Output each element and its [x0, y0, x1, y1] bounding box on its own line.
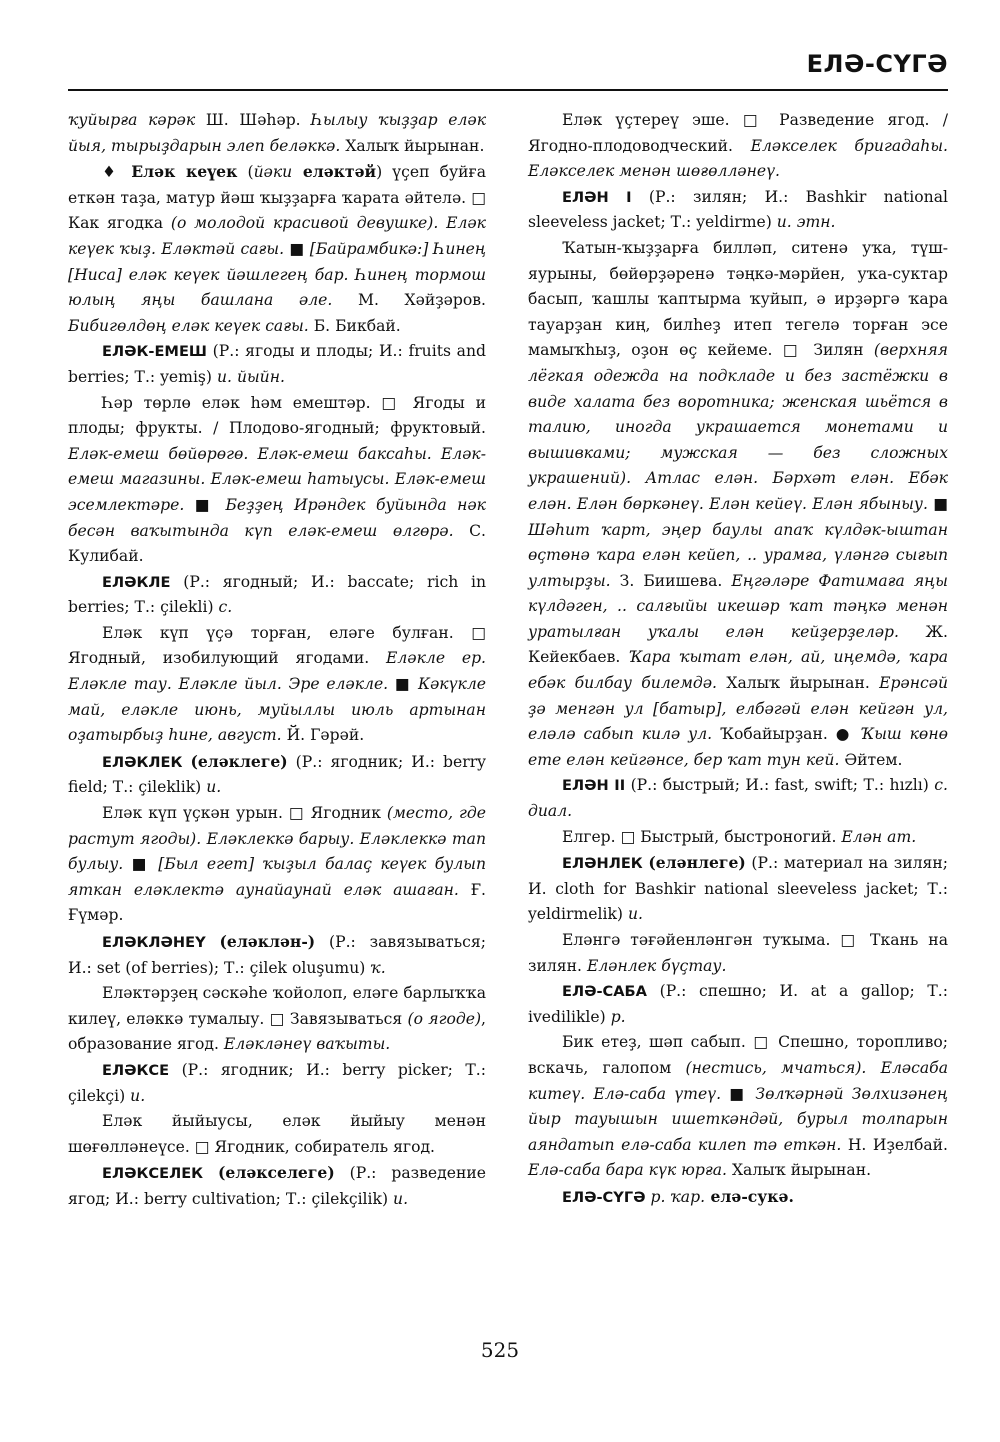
dictionary-entry-paragraph [528, 1030, 948, 1184]
definition-text: Һәр төрлө еләк һәм емештәр. □ Ягоды и плоды; фрукты. / Плодово-ягодный; фруктовый. [68, 393, 486, 438]
page-number: 525 [480, 1338, 520, 1362]
definition-text: Й. Гәрәй. [281, 726, 365, 745]
example-text: с. [218, 598, 233, 617]
definition-text: ■ [388, 675, 419, 694]
definition-text: Еләк үҫтереү эше. □ Разведение ягод. / Ягодно-плодоводческий. [528, 111, 948, 155]
dictionary-entry-paragraph [68, 929, 486, 981]
column-right [528, 108, 948, 1211]
dictionary-entry-paragraph [528, 928, 948, 979]
headword: ЕЛӘ-САБА [562, 983, 647, 1001]
definition-text: Әйтем. [839, 750, 903, 769]
example-text: Бибигөлдөң еләк кеүек сағы. [68, 316, 309, 335]
example-text: Беҙҙең Ирәндек буйында нәк бесән ваҡытында күп еләк-емеш өлгөрә. [68, 495, 486, 540]
example-text: Ҡара ҡытат елән, ай, иңемдә, ҡара ебәк билбау билемдә. [528, 648, 948, 693]
definition-text: ) үҫеп буйға еткән таҙа, матур йәш ҡыҙҙарға ҡарата әйтелә. □ Как ягодка [68, 163, 487, 233]
dictionary-entry-paragraph [528, 979, 948, 1030]
definition-text: ■ [284, 239, 310, 258]
definition-text: С. Кулибай. [68, 521, 486, 566]
definition-text: З. Биишева. [610, 571, 732, 590]
example-text: Елән ат. [841, 827, 917, 846]
definition-text [206, 933, 220, 951]
example-text: р. ҡар. [650, 1187, 706, 1206]
headword: ЕЛӘК-ЕМЕШ [102, 343, 207, 361]
definition-text: ■ [184, 495, 226, 514]
definition-text: (Р.: материал на зилян; И. cloth for Bashkir national sleeveless jacket; Т.: yeldirmelik) [528, 854, 948, 924]
example-text: (верхняя лёгкая одежда на подкладе и без застёжки в виде халата без воротника; женская шьётся в талию, иногда украшается монетами и вышивками; мужская — без сложных украшений). Атлас елән. Бәрхәт елән. Ебәк елән. Елән бөркәнеү. Елән кейеү. Елән ябыныу. [528, 341, 948, 513]
definition-text: Еләктәрҙең сәскәһе ҡойолоп, еләге барлыҡҡа килеү, еләккә тумалыу. □ Завязываться [68, 984, 486, 1028]
example-text: (о ягоде) [407, 1009, 482, 1028]
example-text: (нестись, мчаться). Еләсаба китеү. Елә-саба үтеү. [528, 1058, 948, 1103]
bold-form: (еләкселеге) [218, 1163, 335, 1183]
definition-text: Халыҡ йырынан. [717, 674, 880, 693]
headword: ЕЛӘ-СҮГӘ [562, 1188, 646, 1206]
example-text: Кәкүкле май, еләкле июнь, муйыллы июль артынан оҙатырбыҙ һине, август. [68, 675, 486, 745]
bold-form: Еләк кеүек [131, 162, 238, 182]
definition-text: ( [237, 163, 254, 182]
definition-text: Ж. Кейекбаев. [528, 622, 948, 667]
definition-text: ■ [927, 494, 948, 513]
example-text: Шәһит ҡарт, эңер баулы апаҡ күлдәк-ыштан өҫтөнә ҡара елән кейеп, .. урамға, үләнгә сығып ултырҙы. [528, 520, 948, 590]
example-text: ҡуйырға кәрәк [68, 111, 196, 129]
example-text: и. [206, 778, 222, 797]
headword: ЕЛӘКСЕЛЕК [102, 1165, 204, 1183]
definition-text: Еләк йыйыусы, еләк йыйыу менән шөғөлләнеүсе. □ Ягодник, собиратель ягод. [68, 1112, 486, 1156]
definition-text: Еләк күп үҫә торған, еләге булған. □ Ягодный, изобилующий ягодами. [68, 623, 486, 668]
definition-text: Халыҡ йырынан. [340, 136, 485, 155]
dictionary-entry-paragraph [528, 108, 948, 185]
definition-text [203, 1164, 218, 1182]
example-text: Елә-саба бара күк юрға. [528, 1161, 727, 1180]
definition-text: (Р.: быстрый; И.: fast, swift; Т.: hızlı) [625, 776, 935, 795]
definition-text: ♦ [102, 163, 132, 182]
dictionary-entry-paragraph [68, 108, 486, 159]
bold-form: (еләклеге) [190, 751, 288, 771]
definition-text: Еләнгә тәғәйенләнгән туҡыма. □ Ткань на зилян. [528, 931, 948, 975]
example-text: Еләк-емеш бөйөрөгө. Еләк-емеш баксаһы. Еләк-емеш магазины. Еләк-емеш һатыусы. Еләк-емеш эсемлектәре. [68, 444, 486, 514]
example-text: и. этн. [776, 213, 836, 232]
example-text: р. [610, 1007, 626, 1026]
definition-text: Ғ. Ғүмәр. [68, 880, 486, 925]
example-text: (место, где растут ягоды). Еләклеккә барыу. Еләклеккә тап булыу. [68, 804, 486, 874]
definition-text: Б. Бикбай. [308, 316, 401, 335]
definition-text: (Р.: ягодник; И.: berry field; Т.: çileklik) [68, 752, 486, 797]
definition-text: ■ [123, 855, 159, 874]
example-text: Зөлҡәрнәй Зөлхизәнең йыр тауышын ишеткәндәй, бурыл толпарын аяндатып елә-саба килеп тә еткән. [528, 1084, 948, 1154]
headword: ЕЛӘКЛЕК [102, 753, 183, 771]
dictionary-entry-paragraph [68, 981, 486, 1058]
definition-text: (Р.: ягодный; И.: baccate; rich in berries; Т.: çilekli) [68, 572, 486, 617]
dictionary-entry-paragraph [68, 339, 486, 390]
example-text: Еләкләнеү ваҡыты. [223, 1035, 391, 1054]
dictionary-entry-paragraph [68, 570, 486, 621]
headword: ЕЛӘН I [562, 188, 632, 206]
definition-text: ■ [721, 1084, 756, 1103]
bold-form: (еләнлеге) [648, 853, 746, 873]
headword: ЕЛӘКЛӘНЕҮ [102, 934, 206, 951]
dictionary-entry-paragraph [68, 391, 486, 570]
headword: ЕЛӘКЛЕ [102, 573, 171, 591]
definition-text: (Р.: завязываться; И.: set (of berries); Т.: çilek oluşumu) [68, 933, 486, 977]
example-text: [Был егет] ҡыҙыл балаҫ кеүек булып яткан еләклектә аунайаунай еләк ашаған. [68, 855, 486, 899]
definition-text: Бик етеҙ, шәп сабып. □ Спешно, торопливо; вскачь, галопом [528, 1033, 948, 1077]
example-text: Ҡыш көнө ете елән кейгәнсе, бер ҡат тун кей. [528, 725, 948, 769]
example-text: Еңгәләре Фатимаға яңы күлдәген, .. салғыйы икешәр ҡат тәңкә менән уратылған уҡалы елән кейҙерҙеләр. [528, 571, 948, 641]
definition-text: , образование ягод. [68, 1009, 486, 1054]
definition-text: Еләк күп үҫкән урын. □ Ягодник [102, 804, 387, 823]
example-text: (о молодой красивой девушке). Еләк кеүек ҡыҙ. Еләктәй сағы. [68, 214, 486, 258]
example-text: йәки [253, 163, 293, 182]
definition-text: Елгер. □ Быстрый, быстроногий. [562, 827, 842, 846]
dictionary-entry-paragraph [528, 825, 948, 851]
dictionary-entry-paragraph [68, 1058, 486, 1109]
definition-text: (Р.: ягодник; И.: berry picker; Т.: çilekçi) [68, 1060, 486, 1105]
definition-text: (Р.: ягоды и плоды; И.: fruits and berries; Т.: yemiş) [68, 342, 486, 386]
example-text: Еләкселек бригадаһы. Еләкселек менән шөғөлләнеү. [528, 136, 948, 181]
dictionary-entry-paragraph [68, 749, 486, 801]
definition-text: (Р.: спешно; И. at a gallop; Т.: ivedilikle) [528, 982, 948, 1026]
dictionary-entry-paragraph [68, 1109, 486, 1160]
dictionary-entry-paragraph [68, 159, 486, 339]
headword: ЕЛӘНЛЕК [562, 855, 643, 873]
definition-text: М. Хәйҙәров. [332, 291, 486, 310]
definition-text: Ҡатын-ҡыҙҙарға билләп, ситенә уҡа, түш-яурыны, бөйөрҙәренә тәңкә-мәрйен, уҡа-суктар басып, ҡашлы ҡаптырма ҡуйып, ә ирҙәргә ҡара тауарҙан киң, билһеҙ итеп тегелә торған эсе мамыҡһыҙ, оҙон өҫ кейеме. □ Зилян [528, 238, 948, 360]
example-text: Еләкле ер. Еләкле тау. Еләкле йыл. Эре еләкле. [68, 649, 487, 694]
running-head: ЕЛӘ-СҮГӘ [806, 50, 948, 78]
header-rule [68, 89, 948, 91]
example-text: и. [627, 905, 643, 924]
definition-text: Ҡобайырҙан. ● [712, 725, 861, 744]
definition-text: Н. Иҙелбай. [841, 1135, 948, 1154]
dictionary-entry-paragraph [528, 850, 948, 928]
dictionary-entry-paragraph [68, 801, 486, 929]
headword: ЕЛӘН II [562, 777, 626, 795]
definition-text: Ш. Шәһәр. [195, 111, 312, 129]
definition-text: (Р.: зилян; И.: Bashkir national sleeveless jacket; Т.: yeldirme) [528, 187, 948, 232]
example-text: и. [130, 1086, 146, 1105]
dictionary-entry-paragraph [528, 773, 948, 824]
dictionary-entry-paragraph [528, 185, 948, 236]
dictionary-entry-paragraph [68, 621, 486, 749]
example-text: и. йыйн. [216, 367, 285, 386]
column-left [68, 108, 486, 1213]
example-text: ҡ. [370, 958, 386, 977]
example-text: Ерәнсәй ҙә менгән ул [батыр], елбәгәй елән кейгән ул, еләлә сабып килә ул. [528, 674, 948, 744]
definition-text: Халыҡ йырынан. [727, 1161, 872, 1180]
example-text: Еләнлек бүҫтау. [586, 956, 727, 975]
bold-form: елә-сукә. [705, 1186, 794, 1206]
dictionary-entry-paragraph [528, 1184, 948, 1211]
bold-form: (еләклән-) [219, 932, 316, 951]
headword: ЕЛӘКСЕ [102, 1061, 170, 1079]
dictionary-entry-paragraph [68, 1160, 486, 1212]
bold-form: еләктәй [292, 162, 377, 182]
example-text: [Байрамбикә:] Һинең [Ниса] еләк кеүек йәшлегең бар. Һинең тормош юлың яңы башлана әле. [68, 239, 486, 310]
example-text: Һылыу ҡыҙҙар еләк йыя, тырыҙдарын элеп беләккә. [68, 111, 487, 155]
example-text: с. диал. [528, 776, 948, 821]
dictionary-entry-paragraph [528, 236, 948, 773]
definition-text: (Р.: разведение ягод; И.: berry cultivation; Т.: çilekçilik) [68, 1164, 486, 1208]
example-text: и. [393, 1189, 409, 1208]
